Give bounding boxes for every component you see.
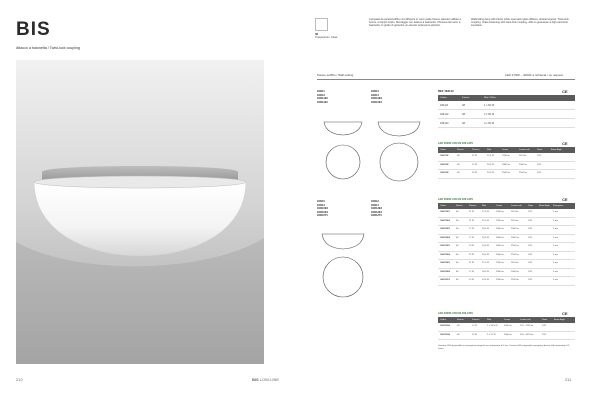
description-italian: Lampada da parete/soffitto con diffusore in vetro opale bianco satinato soffiato a bocca, a doppio strato. Montaggio con attacco a baionetta. Chiusura del vetro a baionetta. In grado di garantire un elevato isolamento elettrico. — [369, 18, 461, 28]
table-cell: 48 — [456, 211, 459, 214]
table-cell: 2150 lm — [511, 253, 519, 256]
table-cell: 120° — [528, 262, 533, 265]
table-cell: 184110E3 — [440, 262, 450, 265]
table-cell: 184111E4 — [440, 219, 450, 222]
table-cell: 120° — [542, 325, 547, 328]
table-cell: 120° — [528, 279, 533, 282]
technical-drawings-top — [314, 110, 434, 190]
table-row — [438, 170, 575, 179]
table-row — [438, 277, 575, 286]
table-cell: 1110 lm — [511, 262, 519, 265]
table-cell: 1250 lm — [502, 155, 510, 158]
table-cell: 11 W — [472, 155, 477, 158]
table-cell: 24,5 W — [482, 253, 489, 256]
ce-mark-1: CE — [562, 89, 568, 94]
table-3-title: LED 3000K CRI>80 230-240V — [438, 198, 474, 201]
table-cell: 48 — [456, 219, 459, 222]
table-cell: 17 W — [472, 325, 478, 328]
table-cell: 48 — [456, 262, 459, 265]
table-cell: 1650 lm — [511, 236, 519, 239]
code-list-b: 184112 184114 184112E3 184112E4 — [371, 90, 382, 104]
table-cell: 120° — [528, 219, 533, 222]
table-cell: 18,5 W — [482, 236, 489, 239]
table-cell: 184110E4 — [440, 270, 450, 273]
finish-code: 48 — [315, 33, 318, 36]
table-cell: 2150 lm — [511, 279, 519, 282]
table-cell: 1250 lm — [496, 211, 504, 214]
table-row — [438, 218, 575, 227]
table-cell: 120° — [537, 172, 542, 175]
table-4-header: Codice Finitura Potenza Watt Lumen Lumen reali Dimm Beam Angle — [438, 317, 575, 323]
led-note: LED 2700K - 4000K a richiesta / on request — [505, 73, 563, 77]
page-number-right: 211 — [565, 377, 572, 382]
table-cell: 48 — [456, 270, 459, 273]
spec-table-3 — [438, 198, 575, 286]
table-cell: 120° — [528, 245, 533, 248]
table-row — [438, 332, 575, 341]
table-cell: 184112E3 — [440, 228, 450, 231]
table-cell: 120° — [528, 211, 533, 214]
table-cell: 2200 lm — [504, 325, 512, 328]
table-cell: 1800 lm — [496, 270, 504, 273]
table-cell: 120° — [537, 155, 542, 158]
table-row — [438, 153, 575, 162]
table-cell: 17 W — [469, 270, 475, 273]
table-cell: 184113E — [440, 172, 449, 175]
table-cell: 22 W — [469, 245, 475, 248]
table-cell: 1250 lm — [496, 219, 504, 222]
table-2-header: Codice Finitura Potenza Watt Lumen Lumen reali Dimm Beam Angle — [438, 147, 575, 153]
table-cell: 120° — [528, 228, 533, 231]
table-cell: 3 ore — [553, 270, 558, 273]
ce-mark-3: CE — [562, 197, 568, 202]
table-cell: 2500 lm — [496, 253, 504, 256]
table-cell: 24,5 W — [487, 172, 494, 175]
table-cell: 3 ore — [553, 245, 558, 248]
table-row — [438, 252, 575, 261]
table-cell: 11 W — [469, 211, 474, 214]
table-4-title: LED 3000K CRI>80 230-240V — [438, 312, 474, 315]
table-cell: 12,5 W — [487, 155, 494, 158]
table-cell: 184110S4 — [440, 325, 450, 328]
table-cell: 48 — [457, 155, 460, 158]
table-cell: 2 x 27 W — [487, 333, 496, 336]
table-cell: 1650 lm — [519, 163, 527, 166]
table-2-title: LED 3000K CRI>80 230-240V — [438, 142, 474, 145]
footnote: Versione LED disponibile in emergenza integrata con autonomia di 3 ore. Version LED integrated emergency device with autonomy of 3 hours. — [438, 345, 570, 350]
section-divider — [317, 79, 575, 80]
table-cell: 184113E4 — [440, 253, 450, 256]
table-cell: 48 — [456, 279, 459, 282]
table-cell: 2150 lm — [511, 245, 519, 248]
table-cell: 48 — [457, 333, 460, 336]
code-list-d: 184112 184114 184112E3 184112E4 184112T4 — [371, 200, 382, 218]
table-cell: 3 ore — [553, 279, 558, 282]
table-cell: 18,5 W — [487, 163, 494, 166]
table-cell: 184110T4 — [440, 279, 450, 282]
table-cell: 1650 lm — [511, 228, 519, 231]
table-cell: 2500 lm — [502, 172, 510, 175]
table-row: 184111 48 1 x 60 W — [438, 101, 575, 110]
page-subtitle: Attacco a baionetta / Twist-lock coupling — [16, 46, 80, 50]
table-cell: 184111E3 — [440, 211, 450, 214]
table-cell: 1110 lm — [519, 155, 527, 158]
table-cell: 12,5 W — [482, 219, 489, 222]
technical-drawings-bottom — [314, 222, 434, 302]
table-cell: 3 ore — [553, 228, 558, 231]
table-cell: 3 ore — [553, 236, 558, 239]
table-cell: 12,5 W — [482, 262, 489, 265]
table-cell: 17 W — [469, 236, 475, 239]
table-cell: 48 — [457, 172, 460, 175]
table-cell: 1110 lm — [511, 219, 519, 222]
table-cell: 120° — [537, 163, 542, 166]
table-cell: 1800 lm — [496, 228, 504, 231]
table-cell: 184112E4 — [440, 236, 450, 239]
table-cell: 120° — [542, 333, 547, 336]
finish-label: Trasparente / Clear — [315, 36, 338, 39]
table-cell: 270 - 1125 lm — [520, 325, 534, 328]
table-cell: 24,5 W — [482, 279, 489, 282]
table-cell: 3 ore — [553, 211, 558, 214]
table-row: 184112 48 2 x 60 W — [438, 110, 575, 119]
ce-mark-2: CE — [562, 141, 568, 146]
table-cell: 18,5 W — [482, 270, 489, 273]
table-cell: 2500 lm — [504, 333, 512, 336]
table-cell: 48 — [456, 228, 459, 231]
table-3-header: Codice Finitura Potenza Watt Lumen Lumen reali Dimm Beam Angle Emergenza — [438, 203, 575, 209]
table-cell: 48 — [457, 325, 460, 328]
table-cell: 184113E3 — [440, 245, 450, 248]
spec-table-4 — [438, 312, 575, 340]
table-cell: 11 W — [469, 219, 474, 222]
product-photo — [16, 60, 264, 364]
table-cell: 48 — [457, 163, 460, 166]
table-row — [438, 323, 575, 332]
table-cell: 1250 lm — [496, 262, 504, 265]
table-cell: 1110 lm — [511, 211, 519, 214]
table-cell: 22 W — [469, 253, 475, 256]
table-cell: 3 ore — [553, 262, 558, 265]
table-row — [438, 260, 575, 269]
footer-brand: BIS LOW-LINE — [252, 377, 280, 382]
table-cell: 2500 lm — [496, 245, 504, 248]
spec-table-1 — [438, 90, 575, 128]
table-row — [438, 209, 575, 218]
table-cell: 3 ore — [553, 219, 558, 222]
spec-table-2 — [438, 142, 575, 179]
table-cell: 2500 lm — [496, 279, 504, 282]
table-cell: 22 W — [472, 333, 478, 336]
page-title: BIS — [16, 19, 51, 40]
table-cell: 17 W — [469, 228, 475, 231]
table-cell: 120° — [528, 236, 533, 239]
table-row — [438, 226, 575, 235]
table-cell: 24,5 W — [482, 245, 489, 248]
table-cell: 17 W — [472, 163, 478, 166]
table-cell: 48 — [456, 236, 459, 239]
section-label: Parete-soffitto / Wall-ceiling — [317, 73, 354, 77]
table-cell: 18,5 W — [482, 228, 489, 231]
table-row — [438, 162, 575, 171]
ce-mark-4: CE — [562, 311, 568, 316]
description-english: Wall/ceiling lamp with blown white opal satin glass diffuser, double layered. Twist-lock coupling. Glass fastening with twist-lock coupling. Able to guarantee a high electrical insulation. — [471, 18, 569, 28]
table-cell: 11 W — [469, 262, 474, 265]
table-row — [438, 243, 575, 252]
table-cell: 3 ore — [553, 253, 558, 256]
table-cell: 1650 lm — [511, 270, 519, 273]
table-cell: 22 W — [472, 172, 478, 175]
code-list-a: 184111 184113 184111E3 184111E4 — [317, 90, 328, 104]
table-cell: 1800 lm — [502, 163, 510, 166]
page-number-left: 210 — [16, 377, 23, 382]
table-cell: 22 W — [469, 279, 475, 282]
table-row — [438, 269, 575, 278]
table-cell: 12,5 W — [482, 211, 489, 214]
table-cell: 1 x 18,5 W — [487, 325, 498, 328]
table-row: 184113 48 3 x 60 W — [438, 119, 575, 128]
table-cell: 48 — [456, 253, 459, 256]
table-row — [438, 235, 575, 244]
finish-swatch — [315, 18, 328, 31]
table-cell: 184111E — [440, 155, 449, 158]
table-cell: 120° — [528, 253, 533, 256]
table-cell: 184112E — [440, 163, 449, 166]
table-cell: 2150 lm — [519, 172, 527, 175]
table-cell: 270 - 4070 lm — [520, 333, 534, 336]
code-list-c: 184110 184113 184110E3 184110E4 184110T4 — [317, 200, 328, 218]
table-cell: 120° — [528, 270, 533, 273]
table-cell: 1800 lm — [496, 236, 504, 239]
ceiling-lamp-image — [16, 60, 264, 364]
table-cell: 48 — [456, 245, 459, 248]
table-cell: 184112S4 — [440, 333, 450, 336]
table-1-title: REF 184110 — [438, 89, 454, 93]
table-1-header: Codice Finitura Watt / Watts — [438, 95, 575, 101]
